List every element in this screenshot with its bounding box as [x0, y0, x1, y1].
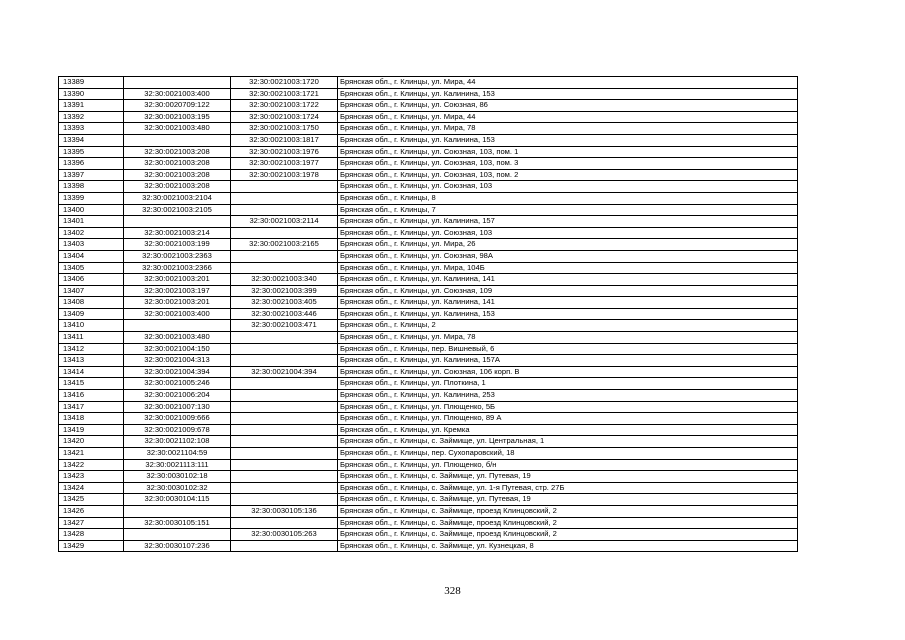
- table-row: [59, 529, 798, 541]
- object-cadastral-number-cell: 32:30:0021003:471: [231, 320, 338, 332]
- parcel-cadastral-number-cell: [124, 216, 231, 228]
- address-cell: Брянская обл., г. Клинцы, ул. Союзная, 103, пом. 2: [338, 169, 798, 181]
- object-cadastral-number-cell: [231, 448, 338, 460]
- address-cell: Брянская обл., г. Клинцы, ул. Союзная, 103: [338, 181, 798, 193]
- record-number-cell: 13408: [59, 297, 124, 309]
- parcel-cadastral-number-cell: 32:30:0021003:2363: [124, 250, 231, 262]
- parcel-cadastral-number-cell: 32:30:0021004:394: [124, 366, 231, 378]
- table-row: [59, 482, 798, 494]
- object-cadastral-number-cell: 32:30:0021003:405: [231, 297, 338, 309]
- address-cell: Брянская обл., г. Клинцы, ул. Плющенко, 5Б: [338, 401, 798, 413]
- table-row: [59, 204, 798, 216]
- record-number-cell: 13414: [59, 366, 124, 378]
- record-number-cell: 13407: [59, 285, 124, 297]
- record-number-cell: 13402: [59, 227, 124, 239]
- parcel-cadastral-number-cell: 32:30:0021003:2366: [124, 262, 231, 274]
- address-cell: Брянская обл., г. Клинцы, ул. Калинина, 141: [338, 274, 798, 286]
- table-row: [59, 494, 798, 506]
- object-cadastral-number-cell: 32:30:0030105:263: [231, 529, 338, 541]
- table-row: [59, 413, 798, 425]
- table-row: [59, 459, 798, 471]
- record-number-cell: 13415: [59, 378, 124, 390]
- record-number-cell: 13428: [59, 529, 124, 541]
- parcel-cadastral-number-cell: 32:30:0021104:59: [124, 448, 231, 460]
- parcel-cadastral-number-cell: 32:30:0021003:400: [124, 308, 231, 320]
- object-cadastral-number-cell: [231, 459, 338, 471]
- address-cell: Брянская обл., г. Клинцы, с. Займище, ул. Центральная, 1: [338, 436, 798, 448]
- record-number-cell: 13424: [59, 482, 124, 494]
- parcel-cadastral-number-cell: 32:30:0021003:195: [124, 111, 231, 123]
- object-cadastral-number-cell: 32:30:0021003:399: [231, 285, 338, 297]
- parcel-cadastral-number-cell: 32:30:0021003:208: [124, 169, 231, 181]
- address-cell: Брянская обл., г. Клинцы, ул. Калинина, 157А: [338, 355, 798, 367]
- address-cell: Брянская обл., г. Клинцы, ул. Плющенко, 89 А: [338, 413, 798, 425]
- table-row: [59, 146, 798, 158]
- parcel-cadastral-number-cell: 32:30:0030102:18: [124, 471, 231, 483]
- table-row: [59, 262, 798, 274]
- record-number-cell: 13400: [59, 204, 124, 216]
- record-number-cell: 13405: [59, 262, 124, 274]
- parcel-cadastral-number-cell: 32:30:0021009:678: [124, 424, 231, 436]
- record-number-cell: 13399: [59, 192, 124, 204]
- table-row: [59, 158, 798, 170]
- object-cadastral-number-cell: [231, 262, 338, 274]
- parcel-cadastral-number-cell: 32:30:0021003:2104: [124, 192, 231, 204]
- address-cell: Брянская обл., г. Клинцы, с. Займище, ул. Кузнецкая, 8: [338, 540, 798, 552]
- address-cell: Брянская обл., г. Клинцы, ул. Союзная, 103, пом. 3: [338, 158, 798, 170]
- parcel-cadastral-number-cell: [124, 505, 231, 517]
- table-row: [59, 540, 798, 552]
- record-number-cell: 13420: [59, 436, 124, 448]
- object-cadastral-number-cell: [231, 482, 338, 494]
- record-number-cell: 13417: [59, 401, 124, 413]
- address-cell: Брянская обл., г. Клинцы, ул. Мира, 44: [338, 77, 798, 89]
- parcel-cadastral-number-cell: 32:30:0021007:130: [124, 401, 231, 413]
- object-cadastral-number-cell: [231, 204, 338, 216]
- address-cell: Брянская обл., г. Клинцы, ул. Мира, 44: [338, 111, 798, 123]
- parcel-cadastral-number-cell: 32:30:0021003:208: [124, 181, 231, 193]
- record-number-cell: 13390: [59, 88, 124, 100]
- table-row: [59, 366, 798, 378]
- object-cadastral-number-cell: 32:30:0021003:2165: [231, 239, 338, 251]
- record-number-cell: 13429: [59, 540, 124, 552]
- table-row: [59, 448, 798, 460]
- object-cadastral-number-cell: 32:30:0021003:1976: [231, 146, 338, 158]
- table-row: [59, 169, 798, 181]
- record-number-cell: 13411: [59, 332, 124, 344]
- address-cell: Брянская обл., г. Клинцы, ул. Мира, 78: [338, 123, 798, 135]
- parcel-cadastral-number-cell: 32:30:0021004:150: [124, 343, 231, 355]
- parcel-cadastral-number-cell: 32:30:0021102:108: [124, 436, 231, 448]
- address-cell: Брянская обл., г. Клинцы, ул. Союзная, 86: [338, 100, 798, 112]
- object-cadastral-number-cell: [231, 378, 338, 390]
- object-cadastral-number-cell: [231, 181, 338, 193]
- object-cadastral-number-cell: 32:30:0021003:1817: [231, 134, 338, 146]
- object-cadastral-number-cell: [231, 192, 338, 204]
- record-number-cell: 13410: [59, 320, 124, 332]
- table-row: [59, 355, 798, 367]
- record-number-cell: 13394: [59, 134, 124, 146]
- record-number-cell: 13389: [59, 77, 124, 89]
- table-row: [59, 424, 798, 436]
- object-cadastral-number-cell: 32:30:0021003:1977: [231, 158, 338, 170]
- parcel-cadastral-number-cell: 32:30:0030102:32: [124, 482, 231, 494]
- record-number-cell: 13419: [59, 424, 124, 436]
- record-number-cell: 13404: [59, 250, 124, 262]
- address-cell: Брянская обл., г. Клинцы, 2: [338, 320, 798, 332]
- table-row: [59, 274, 798, 286]
- table-row: [59, 77, 798, 89]
- parcel-cadastral-number-cell: 32:30:0021006:204: [124, 390, 231, 402]
- table-row: [59, 100, 798, 112]
- address-cell: Брянская обл., г. Клинцы, ул. Союзная, 109: [338, 285, 798, 297]
- parcel-cadastral-number-cell: 32:30:0021003:197: [124, 285, 231, 297]
- table-row: [59, 320, 798, 332]
- address-cell: Брянская обл., г. Клинцы, ул. Калинина, 157: [338, 216, 798, 228]
- table-row: [59, 390, 798, 402]
- parcel-cadastral-number-cell: 32:30:0021003:214: [124, 227, 231, 239]
- address-cell: Брянская обл., г. Клинцы, с. Займище, проезд Клинцовский, 2: [338, 517, 798, 529]
- object-cadastral-number-cell: 32:30:0021003:446: [231, 308, 338, 320]
- parcel-cadastral-number-cell: [124, 320, 231, 332]
- parcel-cadastral-number-cell: 32:30:0021003:480: [124, 123, 231, 135]
- address-cell: Брянская обл., г. Клинцы, ул. Мира, 78: [338, 332, 798, 344]
- record-number-cell: 13409: [59, 308, 124, 320]
- parcel-cadastral-number-cell: [124, 529, 231, 541]
- object-cadastral-number-cell: 32:30:0021003:1720: [231, 77, 338, 89]
- parcel-cadastral-number-cell: 32:30:0021003:208: [124, 146, 231, 158]
- record-number-cell: 13401: [59, 216, 124, 228]
- object-cadastral-number-cell: [231, 471, 338, 483]
- parcel-cadastral-number-cell: 32:30:0030104:115: [124, 494, 231, 506]
- record-number-cell: 13423: [59, 471, 124, 483]
- address-cell: Брянская обл., г. Клинцы, ул. Калинина, 153: [338, 308, 798, 320]
- object-cadastral-number-cell: [231, 343, 338, 355]
- table-row: [59, 250, 798, 262]
- table-row: [59, 378, 798, 390]
- address-cell: Брянская обл., г. Клинцы, ул. Калинина, 153: [338, 88, 798, 100]
- object-cadastral-number-cell: [231, 540, 338, 552]
- parcel-cadastral-number-cell: 32:30:0021003:199: [124, 239, 231, 251]
- record-number-cell: 13391: [59, 100, 124, 112]
- parcel-cadastral-number-cell: 32:30:0020709:122: [124, 100, 231, 112]
- address-cell: Брянская обл., г. Клинцы, ул. Калинина, 153: [338, 134, 798, 146]
- table-row: [59, 111, 798, 123]
- record-number-cell: 13396: [59, 158, 124, 170]
- table-row: [59, 471, 798, 483]
- object-cadastral-number-cell: [231, 401, 338, 413]
- table-row: [59, 332, 798, 344]
- address-cell: Брянская обл., г. Клинцы, с. Займище, ул. 1-я Путевая, стр. 27Б: [338, 482, 798, 494]
- table-row: [59, 401, 798, 413]
- address-cell: Брянская обл., г. Клинцы, ул. Калинина, 253: [338, 390, 798, 402]
- table-row: [59, 297, 798, 309]
- object-cadastral-number-cell: 32:30:0021003:2114: [231, 216, 338, 228]
- table-row: [59, 308, 798, 320]
- object-cadastral-number-cell: [231, 424, 338, 436]
- parcel-cadastral-number-cell: 32:30:0021003:400: [124, 88, 231, 100]
- object-cadastral-number-cell: [231, 390, 338, 402]
- document-sheet: [58, 76, 798, 552]
- object-cadastral-number-cell: [231, 413, 338, 425]
- object-cadastral-number-cell: [231, 494, 338, 506]
- address-cell: Брянская обл., г. Клинцы, ул. Союзная, 103: [338, 227, 798, 239]
- object-cadastral-number-cell: [231, 227, 338, 239]
- address-cell: Брянская обл., г. Клинцы, ул. Плоткина, 1: [338, 378, 798, 390]
- address-cell: Брянская обл., г. Клинцы, ул. Союзная, 103, пом. 1: [338, 146, 798, 158]
- address-cell: Брянская обл., г. Клинцы, с. Займище, проезд Клинцовский, 2: [338, 505, 798, 517]
- address-cell: Брянская обл., г. Клинцы, с. Займище, ул. Путевая, 19: [338, 471, 798, 483]
- record-number-cell: 13398: [59, 181, 124, 193]
- address-cell: Брянская обл., г. Клинцы, ул. Мира, 104Б: [338, 262, 798, 274]
- parcel-cadastral-number-cell: 32:30:0021003:201: [124, 274, 231, 286]
- parcel-cadastral-number-cell: 32:30:0021003:201: [124, 297, 231, 309]
- address-cell: Брянская обл., г. Клинцы, 8: [338, 192, 798, 204]
- address-cell: Брянская обл., г. Клинцы, пер. Вишневый, 6: [338, 343, 798, 355]
- parcel-cadastral-number-cell: 32:30:0021003:208: [124, 158, 231, 170]
- address-cell: Брянская обл., г. Клинцы, ул. Плющенко, б/н: [338, 459, 798, 471]
- table-row: [59, 239, 798, 251]
- record-number-cell: 13421: [59, 448, 124, 460]
- page-number: 328: [444, 585, 461, 597]
- table-row: [59, 192, 798, 204]
- parcel-cadastral-number-cell: 32:30:0021003:480: [124, 332, 231, 344]
- address-cell: Брянская обл., г. Клинцы, пер. Сухопаровский, 18: [338, 448, 798, 460]
- object-cadastral-number-cell: 32:30:0021003:1721: [231, 88, 338, 100]
- table-row: [59, 88, 798, 100]
- record-number-cell: 13393: [59, 123, 124, 135]
- object-cadastral-number-cell: [231, 436, 338, 448]
- address-cell: Брянская обл., г. Клинцы, ул. Калинина, 141: [338, 297, 798, 309]
- parcel-cadastral-number-cell: 32:30:0021005:246: [124, 378, 231, 390]
- object-cadastral-number-cell: 32:30:0021003:1722: [231, 100, 338, 112]
- object-cadastral-number-cell: 32:30:0021003:340: [231, 274, 338, 286]
- record-number-cell: 13418: [59, 413, 124, 425]
- address-cell: Брянская обл., г. Клинцы, с. Займище, проезд Клинцовский, 2: [338, 529, 798, 541]
- record-number-cell: 13406: [59, 274, 124, 286]
- record-number-cell: 13413: [59, 355, 124, 367]
- address-cell: Брянская обл., г. Клинцы, 7: [338, 204, 798, 216]
- record-number-cell: 13392: [59, 111, 124, 123]
- object-cadastral-number-cell: 32:30:0021004:394: [231, 366, 338, 378]
- table-row: [59, 227, 798, 239]
- table-row: [59, 517, 798, 529]
- object-cadastral-number-cell: [231, 517, 338, 529]
- parcel-cadastral-number-cell: 32:30:0021009:666: [124, 413, 231, 425]
- record-number-cell: 13395: [59, 146, 124, 158]
- records-table: [58, 76, 798, 552]
- object-cadastral-number-cell: 32:30:0021003:1750: [231, 123, 338, 135]
- address-cell: Брянская обл., г. Клинцы, ул. Кремка: [338, 424, 798, 436]
- object-cadastral-number-cell: 32:30:0021003:1724: [231, 111, 338, 123]
- table-row: [59, 123, 798, 135]
- parcel-cadastral-number-cell: [124, 134, 231, 146]
- address-cell: Брянская обл., г. Клинцы, ул. Мира, 26: [338, 239, 798, 251]
- object-cadastral-number-cell: 32:30:0030105:136: [231, 505, 338, 517]
- object-cadastral-number-cell: [231, 332, 338, 344]
- record-number-cell: 13412: [59, 343, 124, 355]
- record-number-cell: 13425: [59, 494, 124, 506]
- table-row: [59, 134, 798, 146]
- address-cell: Брянская обл., г. Клинцы, с. Займище, ул. Путевая, 19: [338, 494, 798, 506]
- table-row: [59, 505, 798, 517]
- record-number-cell: 13397: [59, 169, 124, 181]
- table-row: [59, 181, 798, 193]
- record-number-cell: 13427: [59, 517, 124, 529]
- record-number-cell: 13416: [59, 390, 124, 402]
- record-number-cell: 13426: [59, 505, 124, 517]
- parcel-cadastral-number-cell: 32:30:0021113:111: [124, 459, 231, 471]
- record-number-cell: 13422: [59, 459, 124, 471]
- object-cadastral-number-cell: [231, 355, 338, 367]
- table-row: [59, 343, 798, 355]
- address-cell: Брянская обл., г. Клинцы, ул. Союзная, 98А: [338, 250, 798, 262]
- parcel-cadastral-number-cell: 32:30:0030105:151: [124, 517, 231, 529]
- parcel-cadastral-number-cell: [124, 77, 231, 89]
- parcel-cadastral-number-cell: 32:30:0021003:2105: [124, 204, 231, 216]
- record-number-cell: 13403: [59, 239, 124, 251]
- parcel-cadastral-number-cell: 32:30:0030107:236: [124, 540, 231, 552]
- object-cadastral-number-cell: 32:30:0021003:1978: [231, 169, 338, 181]
- table-row: [59, 285, 798, 297]
- object-cadastral-number-cell: [231, 250, 338, 262]
- parcel-cadastral-number-cell: 32:30:0021004:313: [124, 355, 231, 367]
- address-cell: Брянская обл., г. Клинцы, ул. Союзная, 106 корп. В: [338, 366, 798, 378]
- table-row: [59, 436, 798, 448]
- records-table-body: [59, 77, 798, 552]
- table-row: [59, 216, 798, 228]
